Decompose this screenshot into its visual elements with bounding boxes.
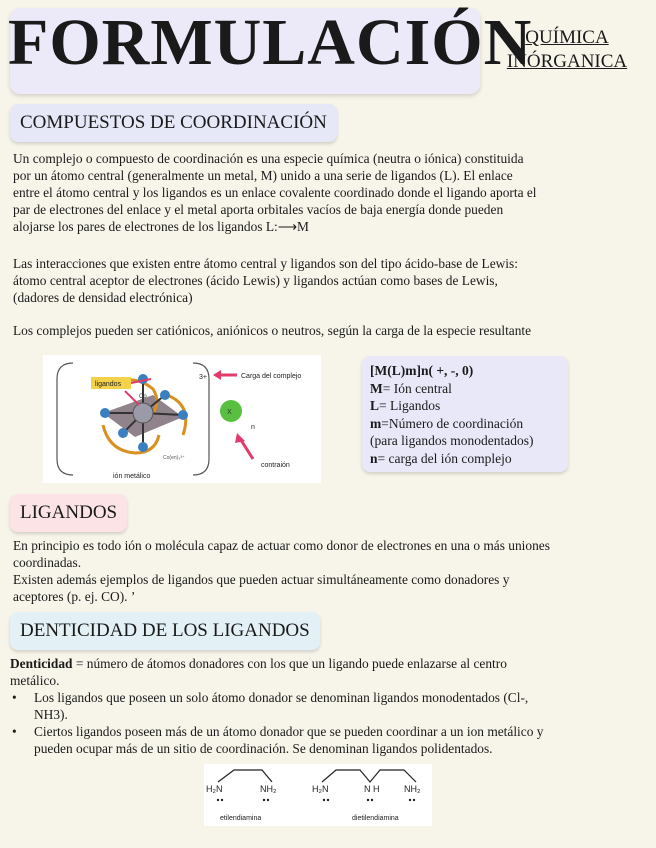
dien-right: NH₂ <box>404 784 421 794</box>
formula-text-mm: =Número de coordinación <box>381 415 524 431</box>
text-line: metálico. <box>10 673 60 688</box>
formula-text-m: = Ión central <box>382 380 452 396</box>
formula-key-n: n <box>370 450 378 466</box>
label-ligandos: ligandos <box>95 381 122 388</box>
denticidad-definition <box>10 655 646 672</box>
ligand-atom <box>138 442 148 452</box>
text-line: par de electrones del enlace y el metal aporta orbitales vacíos de baja energía donde pueden <box>13 202 504 217</box>
label-co: Co <box>139 394 147 400</box>
lone-pair-dot <box>371 799 373 801</box>
lone-pair-dot <box>267 799 269 801</box>
section-heading-denticidad: DENTICIDAD DE LOS LIGANDOS <box>10 612 320 650</box>
page-title: FORMULACIÓN <box>8 6 533 79</box>
text-line: coordinadas. <box>13 555 82 570</box>
ligandos-paragraph <box>13 537 649 605</box>
formula-line-note: (para ligandos monodentados) <box>370 433 534 448</box>
formula-text-n: = carga del ión complejo <box>377 450 512 466</box>
lone-pair-dot <box>221 799 223 801</box>
text-line: NH3). <box>34 707 68 722</box>
complex-figure <box>43 355 321 483</box>
en-name: etilendiamina <box>220 815 262 822</box>
text-line: (dadores de densidad electrónica) <box>13 290 193 305</box>
label-carga: Carga del complejo <box>241 373 302 380</box>
ligand-structures-diagram <box>204 764 432 826</box>
denticidad-paragraph <box>10 655 646 757</box>
ligand-atom <box>178 410 188 420</box>
text-line: • Los ligandos que poseen un solo átomo donador se denominan ligandos monodentados (Cl-, <box>34 690 529 705</box>
subject-line-2: INÓRGANICA <box>506 51 628 72</box>
label-ion-metalico: ión metálico <box>113 473 151 480</box>
lone-pair-dot <box>323 799 325 801</box>
text-line: • Ciertos ligandos poseen más de un átomo donador que se pueden coordinar a un ion metálico y <box>34 724 544 739</box>
label-charge: 3+ <box>199 374 207 381</box>
dien-name: dietilendiamina <box>352 815 399 822</box>
subject-title <box>497 26 637 74</box>
text-line: Las interacciones que existen entre átomo central y ligandos son del tipo ácido-base de Lewis: <box>13 256 518 271</box>
ligand-atom <box>118 428 128 438</box>
section-heading-coordinacion: COMPUESTOS DE COORDINACIÓN <box>10 104 337 142</box>
label-n: n <box>251 424 255 431</box>
lone-pair-dot <box>413 799 415 801</box>
ligand-atom <box>100 408 110 418</box>
coordinacion-paragraph-3: Los complejos pueden ser catiónicos, aniónicos o neutros, según la carga de la especie resultante <box>13 323 532 338</box>
text-line: pueden ocupar más de un sitio de coordinación. Se denominan ligandos polidentados. <box>34 741 493 756</box>
list-item <box>10 689 646 723</box>
text-line: átomo central aceptor de electrones (ácido Lewis) y ligandos actúan como bases de Lewis, <box>13 273 498 288</box>
text-line: Existen además ejemplos de ligandos que pueden actuar simultáneamente como donadores y <box>13 572 510 587</box>
formula-line-n <box>370 450 560 468</box>
ligand-structures-figure <box>204 764 432 826</box>
dien-left: H₂N <box>312 784 329 794</box>
en-left: H₂N <box>206 784 223 794</box>
coordinacion-paragraph-2 <box>13 255 643 306</box>
lone-pair-dot <box>217 799 219 801</box>
dien-mid: N H <box>364 784 380 794</box>
lone-pair-dot <box>409 799 411 801</box>
formula-text-l: = Ligandos <box>379 398 441 413</box>
lone-pair-dot <box>327 799 329 801</box>
text-line: Un complejo o compuesto de coordinación es una especie química (neutra o iónica) constituida <box>13 151 524 166</box>
label-coord: Co(en)₃³⁺ <box>163 455 185 461</box>
formula-line-l <box>370 397 560 415</box>
coordinacion-paragraph-1 <box>13 150 643 235</box>
arrow-charge-head <box>213 370 221 380</box>
denticidad-def-text: = número de átomos donadores con los que un ligando puede enlazarse al centro <box>72 656 507 671</box>
text-line: por un átomo central (generalmente un metal, M) unido a una serie de ligandos (L). El enlace <box>13 168 513 183</box>
formula-key-mm: m <box>370 415 382 431</box>
formula-line-m <box>370 380 560 398</box>
metal-center <box>133 403 153 423</box>
section-heading-ligandos: LIGANDOS <box>10 494 127 532</box>
label-contraion: contraión <box>261 462 290 469</box>
formula-key-m: M <box>370 380 383 396</box>
label-x: X <box>227 409 232 416</box>
text-line: En principio es todo ión o molécula capaz de actuar como donor de electrones en una o más uniones <box>13 538 550 553</box>
formula-box <box>362 356 568 472</box>
denticidad-list <box>10 689 646 757</box>
text-line: aceptores (p. ej. CO). ’ <box>13 589 136 604</box>
bracket-left <box>57 363 73 475</box>
formula-key-l: L <box>370 398 380 413</box>
lone-pair-dot <box>367 799 369 801</box>
denticidad-term: Denticidad <box>10 656 73 671</box>
subject-line-1: QUÍMICA <box>525 27 609 48</box>
dien-skeleton <box>322 770 416 782</box>
ligand-atom <box>160 390 170 400</box>
list-item <box>10 723 646 757</box>
en-skeleton <box>218 770 272 782</box>
complex-diagram <box>43 355 321 483</box>
text-line: entre el átomo central y los ligandos es un enlace covalente coordinado donde el ligando aporta el <box>13 185 537 200</box>
lone-pair-dot <box>263 799 265 801</box>
text-line: alojarse los pares de electrones de los ligandos L:⟶M <box>13 219 309 234</box>
formula-general: [M(L)m]n( +, -, 0) <box>370 363 474 378</box>
en-right: NH₂ <box>260 784 277 794</box>
formula-line-mm <box>370 415 560 433</box>
